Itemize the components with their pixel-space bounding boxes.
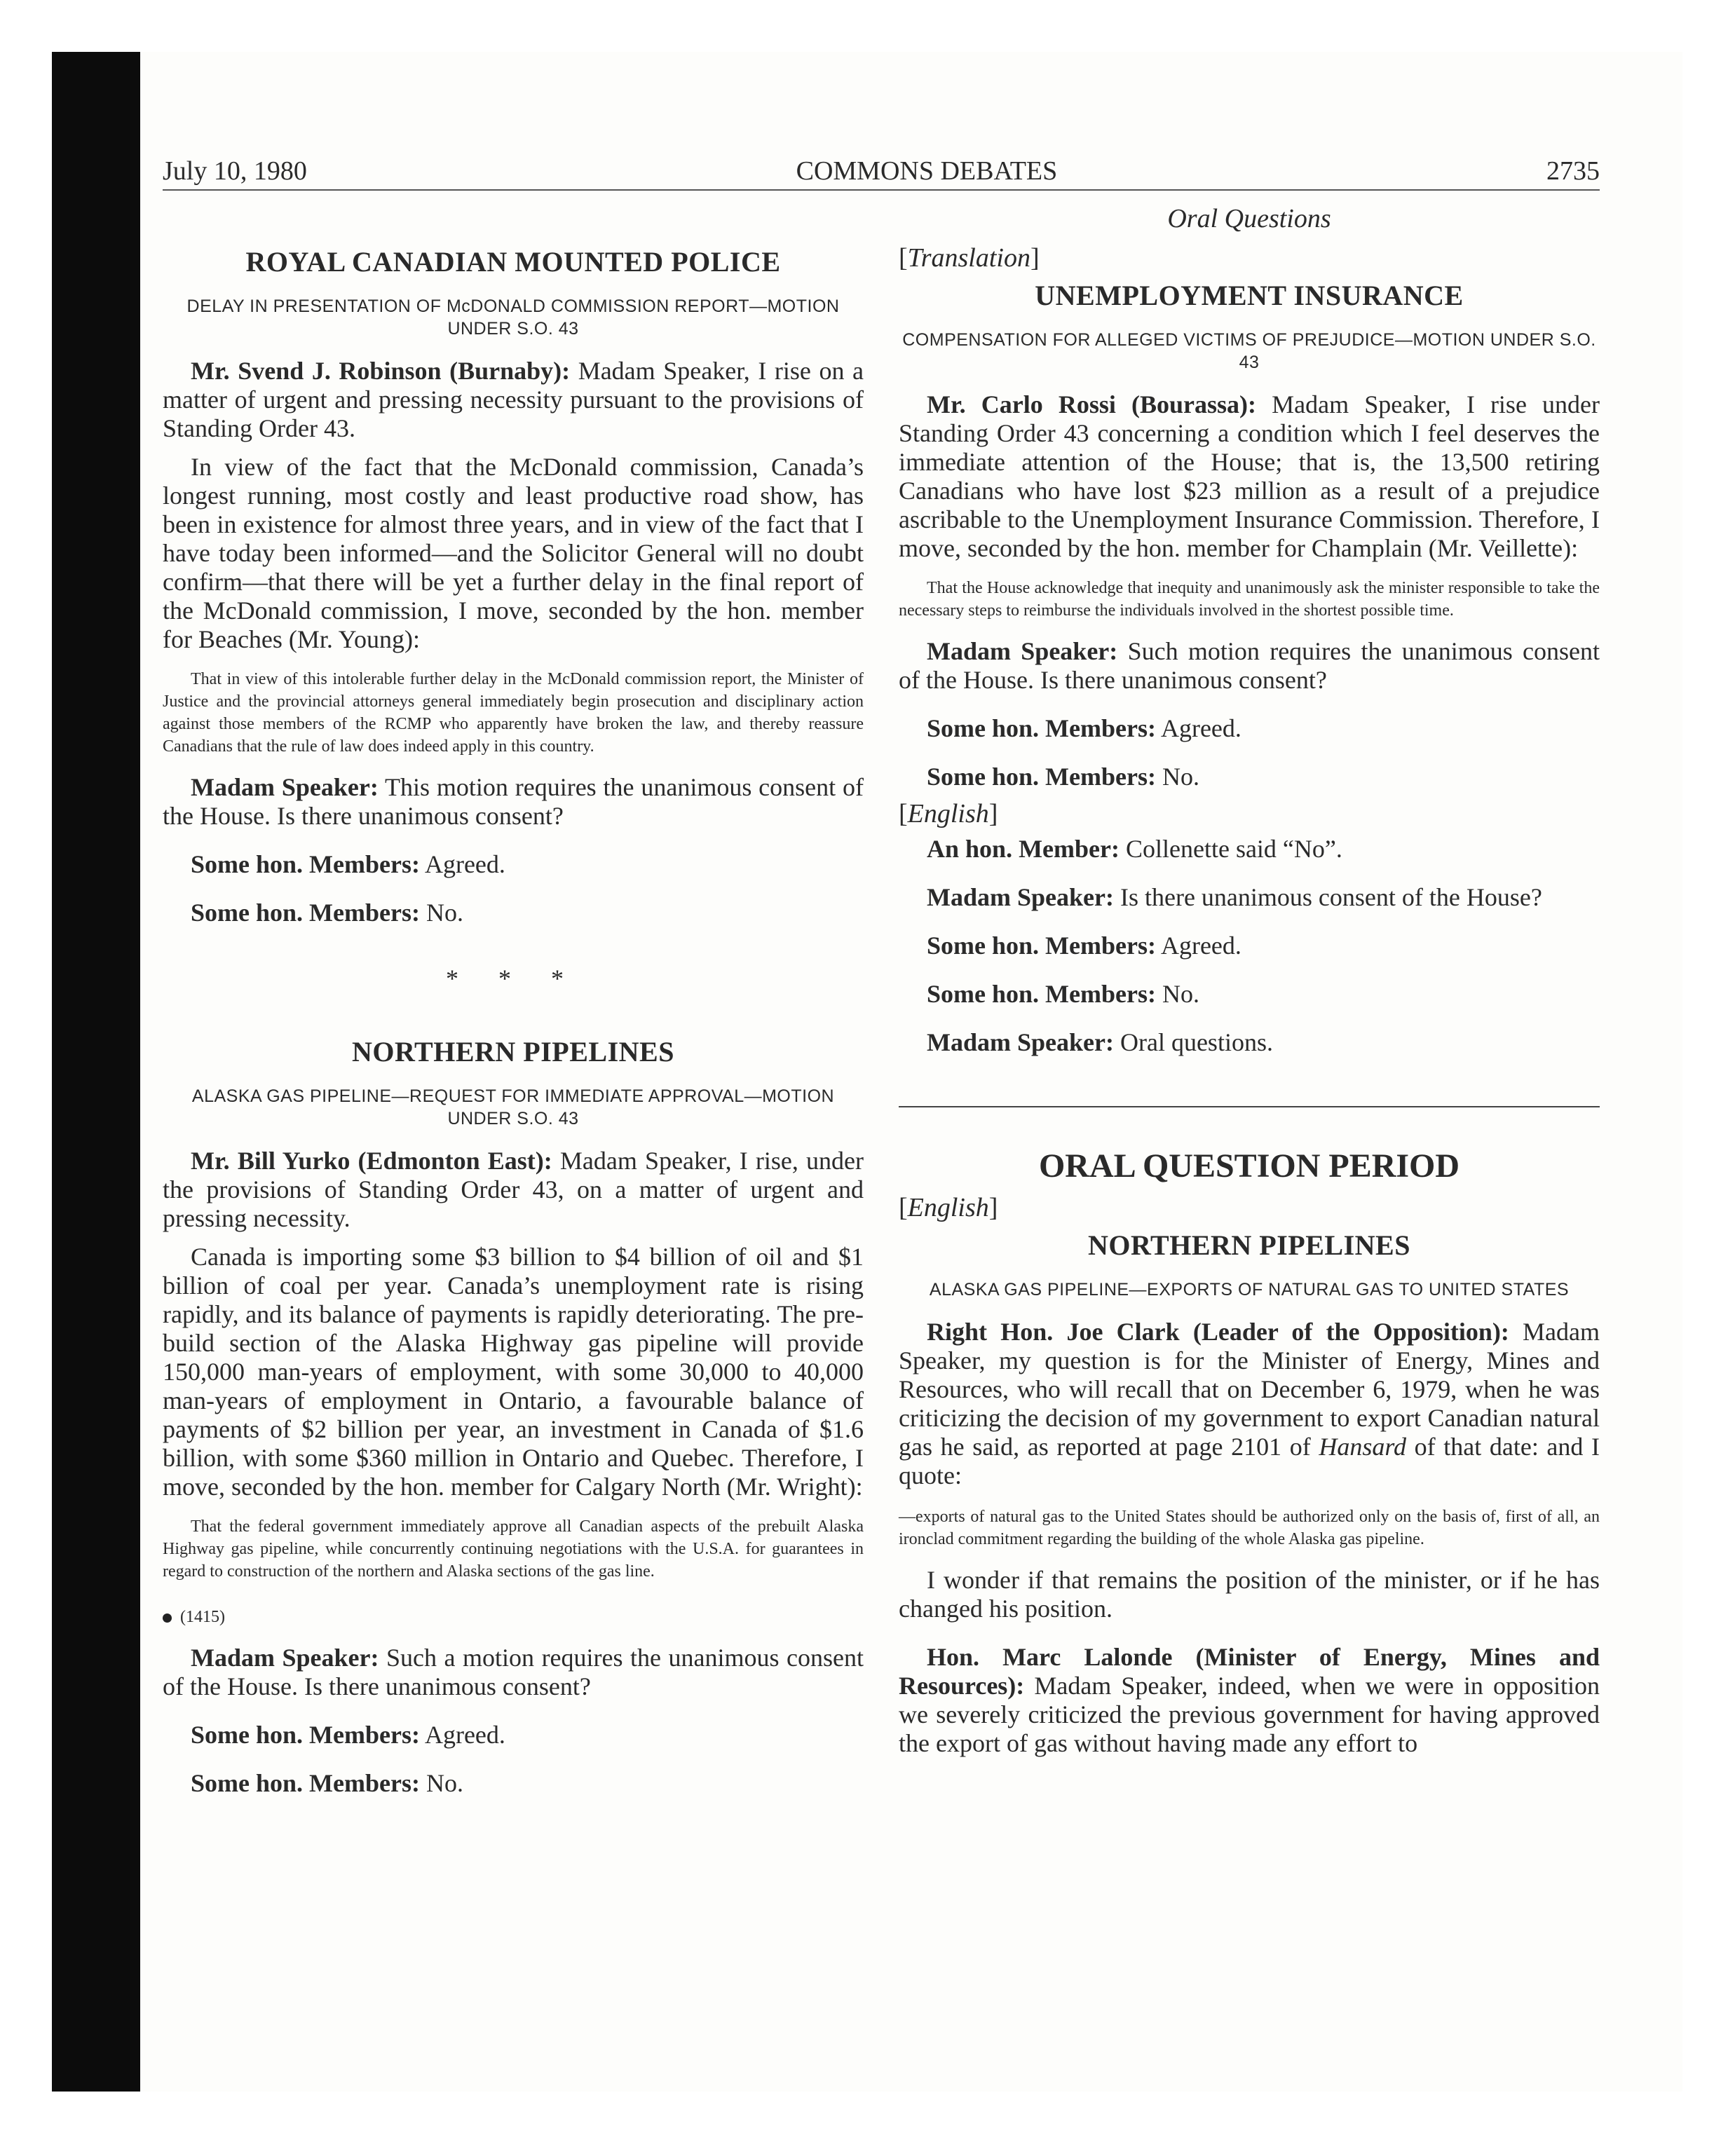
paragraph-text: Madam Speaker, I rise under Standing Order 43 concerning a condition which I feel deserves the immediate attention of the House; that is, the 13,500 retiring Canadians who have lost $23 million as a result of a prejudice ascribable to the Unemployment Insurance Commission. Therefore, I move, seconded by the hon. member for Champlain (Mr. Veillette): <box>899 390 1600 562</box>
translation-tag: [Translation] <box>899 243 1040 273</box>
paragraph <box>899 763 1600 791</box>
paragraph-text: Agreed. <box>424 1721 505 1749</box>
paragraph-text: Madam Speaker, indeed, when we were in opposition we severely criticized the previous government for having approved the export of gas without having made any effort to <box>899 1672 1600 1757</box>
paragraph: I wonder if that remains the position of the minister, or if he has changed his position. <box>899 1566 1600 1623</box>
section-heading-unemployment: UNEMPLOYMENT INSURANCE <box>1035 280 1464 311</box>
english-tag-text: English <box>907 1193 989 1222</box>
paragraph: Canada is importing some $3 billion to $4 billion of oil and $1 billion of coal per year. Canada’s unemployment rate is rising rapidly, and its balance of payments is rapidly deteriorating. The pre-build section of the Alaska Highway gas pipeline will provide 150,000 man-years of employment, with some 30,000 to 40,000 man-years of employment in Ontario, a favourable balance of payments of $2 billion per year, an investment in Canada of $1.6 billion, with some $360 million in Ontario and Quebec. Therefore, I move, seconded by the hon. member for Calgary North (Mr. Wright): <box>163 1243 864 1501</box>
paragraph-text: Agreed. <box>424 850 505 878</box>
speaker-name: Some hon. Members: <box>927 714 1156 742</box>
paragraph: In view of the fact that the McDonald commission, Canada’s longest running, most costly and least productive road show, has been in existence for almost three years, and in view of the fact that I have today been informed—and the Solicitor General will no doubt confirm—that there will be yet a further delay in the final report of the McDonald commission, I move, seconded by the hon. member for Beaches (Mr. Young): <box>163 453 864 653</box>
running-subheader: Oral Questions <box>1167 204 1331 233</box>
section-heading-oral-question-period: ORAL QUESTION PERIOD <box>1038 1147 1460 1185</box>
paragraph <box>163 773 864 831</box>
paragraph <box>899 835 1600 864</box>
paragraph <box>899 932 1600 960</box>
speaker-name: Some hon. Members: <box>927 932 1156 960</box>
subject-heading-pipelines: NORTHERN PIPELINES <box>1088 1229 1410 1261</box>
paragraph <box>163 850 864 879</box>
paragraph-text: Madam Speaker, I rise on a matter of urgent and pressing necessity pursuant to the provisions of Standing Order 43. <box>163 357 864 442</box>
speaker-name: Some hon. Members: <box>191 1721 420 1749</box>
speaker-name: Mr. Carlo Rossi (Bourassa): <box>927 390 1256 418</box>
paragraph-text: Madam Speaker, I rise, under the provisions of Standing Order 43, on a matter of urgent and pressing necessity. <box>163 1147 864 1232</box>
speaker-name: Madam Speaker: <box>927 1028 1114 1056</box>
paragraph-text: Such motion requires the unanimous consent of the House. Is there unanimous consent? <box>899 637 1600 694</box>
speaker-name: Some hon. Members: <box>191 850 420 878</box>
motion-text: That the federal government immediately approve all Canadian aspects of the prebuilt Alaska Highway gas pipeline, while concurrently continuing negotiations with the U.S.A. for guarantees in regard to construction of the northern and Alaska sections of the gas line. <box>163 1517 864 1581</box>
paragraph-text: No. <box>426 899 463 927</box>
time-marker-label: (1415) <box>180 1608 225 1626</box>
english-tag-text: English <box>907 799 989 828</box>
speaker-name: Some hon. Members: <box>927 980 1156 1008</box>
left-column <box>163 203 864 1798</box>
section-heading-pipelines: NORTHERN PIPELINES <box>352 1036 674 1067</box>
motion-text: That in view of this intolerable further delay in the McDonald commission report, the Minister of Justice and the provincial attorneys general immediately begin prosecution and disciplinary action against those members of the RCMP who apparently have broken the law, and thereby reassure Canadians that the rule of law does indeed apply in this country. <box>163 670 864 756</box>
speaker-name: Mr. Bill Yurko (Edmonton East): <box>191 1147 552 1175</box>
speaker-name: Madam Speaker: <box>191 773 379 801</box>
paragraph-text: Madam Speaker, my question is for the Minister of Energy, Mines and Resources, who will recall that on December 6, 1979, when he was criticizing the decision of my government to export Canadian natural gas he said, as reported at page 2101 of <box>899 1318 1600 1461</box>
section-separator: * * * <box>446 964 580 992</box>
header-date: July 10, 1980 <box>163 156 307 186</box>
paragraph <box>899 637 1600 695</box>
speaker-name: Madam Speaker: <box>927 883 1114 911</box>
speaker-name: Some hon. Members: <box>191 1769 420 1797</box>
paragraph <box>899 980 1600 1009</box>
speaker-name: An hon. Member: <box>927 835 1120 863</box>
paragraph <box>163 1644 864 1701</box>
paragraph-text: No. <box>1162 763 1199 791</box>
paragraph <box>899 1028 1600 1057</box>
header-title: COMMONS DEBATES <box>796 156 1058 186</box>
speaker-name: Right Hon. Joe Clark (Leader of the Opposition): <box>927 1318 1509 1346</box>
paragraph-text: Agreed. <box>1160 714 1241 742</box>
paragraph <box>899 390 1600 563</box>
english-tag: [English] <box>899 1193 998 1222</box>
speaker-name: Some hon. Members: <box>927 763 1156 791</box>
speaker-name: Some hon. Members: <box>191 899 420 927</box>
speaker-name: Madam Speaker: <box>191 1644 379 1672</box>
section-heading-rcmp: ROYAL CANADIAN MOUNTED POLICE <box>245 246 781 278</box>
paragraph-text: This motion requires the unanimous consent of the House. Is there unanimous consent? <box>163 773 864 830</box>
paragraph-text: Collenette said “No”. <box>1125 835 1342 863</box>
hansard-reference: Hansard <box>1319 1433 1407 1461</box>
speaker-name: Mr. Svend J. Robinson (Burnaby): <box>191 357 571 385</box>
scan-binding-edge <box>52 52 140 2092</box>
paragraph <box>899 714 1600 743</box>
subheading-unemployment: COMPENSATION FOR ALLEGED VICTIMS OF PREJUDICE—MOTION UNDER S.O. 43 <box>902 330 1596 372</box>
translation-tag-text: Translation <box>907 243 1030 273</box>
english-tag: [English] <box>899 799 998 828</box>
divider-rule <box>899 1106 1600 1107</box>
paragraph-text: No. <box>426 1769 463 1797</box>
paragraph-text: Agreed. <box>1160 932 1241 960</box>
paragraph <box>899 1643 1600 1758</box>
time-marker <box>163 1608 864 1627</box>
paragraph <box>163 1769 864 1798</box>
paragraph-text: No. <box>1162 980 1199 1008</box>
paragraph-text: Is there unanimous consent of the House? <box>1120 883 1542 911</box>
speaker-name: Madam Speaker: <box>927 637 1118 665</box>
paragraph <box>163 899 864 927</box>
bullet-dot-icon <box>163 1613 172 1623</box>
paragraph <box>899 1318 1600 1490</box>
paragraph-text: Oral questions. <box>1120 1028 1273 1056</box>
subheading-pipelines: ALASKA GAS PIPELINE—REQUEST FOR IMMEDIATE APPROVAL—MOTION UNDER S.O. 43 <box>191 1086 835 1128</box>
motion-text: That the House acknowledge that inequity and unanimously ask the minister responsible to take the necessary steps to reimburse the individuals involved in the shortest possible time. <box>899 579 1600 620</box>
paragraph <box>163 357 864 443</box>
right-column <box>899 203 1600 1758</box>
speaker-name: Hon. Marc Lalonde (Minister of Energy, Mines and Resources): <box>899 1643 1600 1700</box>
running-header <box>163 156 1600 191</box>
paragraph-text: Such a motion requires the unanimous consent of the House. Is there unanimous consent? <box>163 1644 864 1700</box>
paragraph-text: of that date: and I quote: <box>899 1433 1600 1489</box>
quote-text: —exports of natural gas to the United States should be authorized only on the basis of, first of all, an ironclad commitment regarding the building of the whole Alaska gas pipeline. <box>899 1508 1600 1548</box>
paragraph <box>163 1721 864 1749</box>
subheading-exports: ALASKA GAS PIPELINE—EXPORTS OF NATURAL GAS TO UNITED STATES <box>929 1280 1570 1299</box>
subheading-rcmp: DELAY IN PRESENTATION OF McDONALD COMMISSION REPORT—MOTION UNDER S.O. 43 <box>186 296 840 339</box>
page-number: 2735 <box>1546 156 1600 186</box>
paragraph <box>899 883 1600 912</box>
paragraph <box>163 1147 864 1233</box>
